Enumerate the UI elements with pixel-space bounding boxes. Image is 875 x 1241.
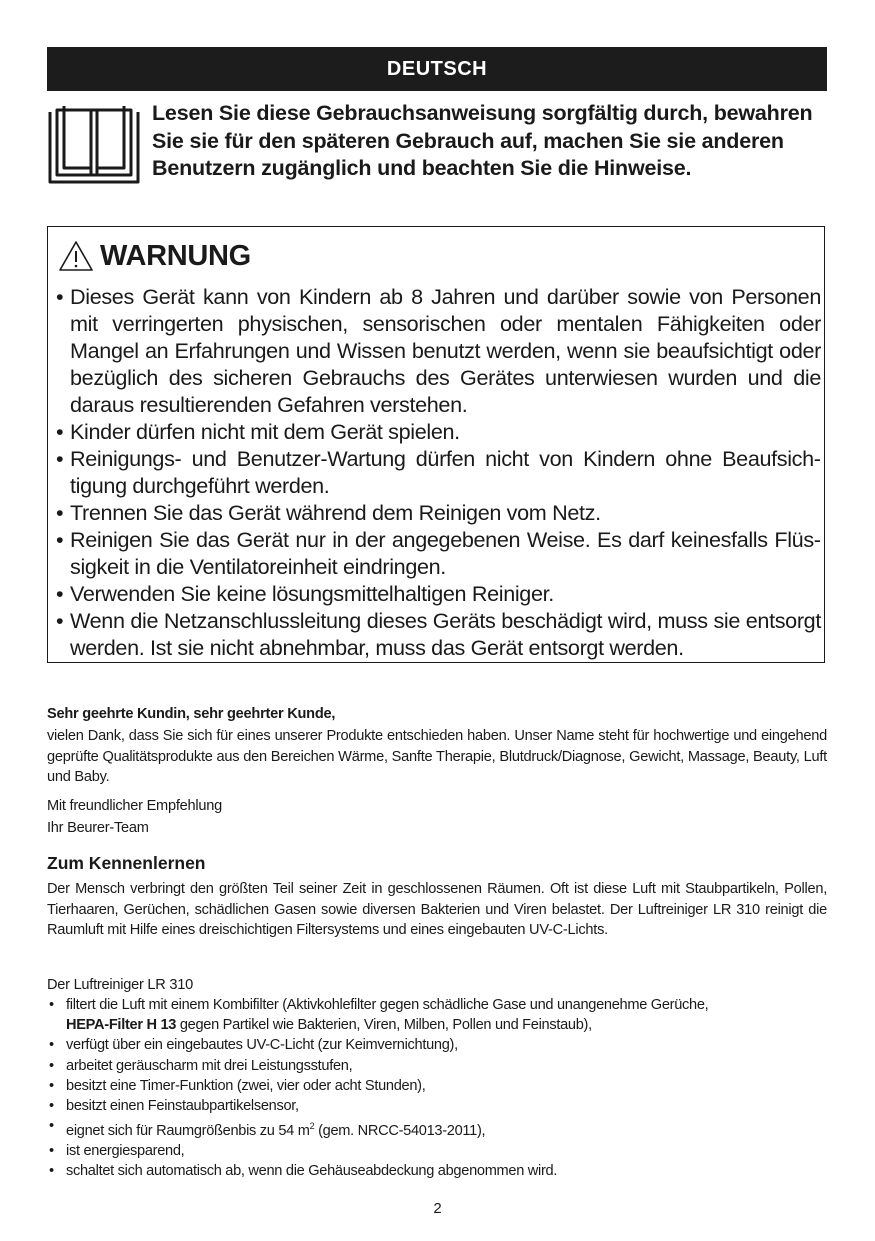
list-item: • besitzt eine Timer-Funktion (zwei, vier oder acht Stunden), (47, 1076, 832, 1096)
list-item: • arbeitet geräuscharm mit drei Leistungsstufen, (47, 1056, 832, 1076)
list-item: • eignet sich für Raumgrößenbis zu 54 $m^2$ (gem. NRCC-54013-2011), (47, 1116, 832, 1141)
warning-triangle-icon (58, 240, 94, 272)
list-item: • Wenn die Netzanschlussleitung dieses Geräts beschädigt wird, muss sie entsorgt werden. Ist sie nicht abnehmbar, muss das Gerät entsorgt werden. (56, 607, 821, 661)
warning-list (56, 283, 821, 661)
signature-line: Ihr Beurer-Team (47, 820, 149, 836)
list-item: • schaltet sich automatisch ab, wenn die Gehäuseabdeckung abgenommen wird. (47, 1161, 832, 1181)
list-item: • verfügt über ein eingebautes UV-C-Licht (zur Keimvernichtung), (47, 1035, 832, 1055)
section-title: Zum Kennenlernen (47, 853, 206, 873)
language-label: DEUTSCH (386, 57, 488, 80)
list-item: • besitzt einen Feinstaubpartikelsensor, (47, 1096, 832, 1116)
intro-text: Lesen Sie diese Gebrauchsanweisung sorgfältig durch, bewahren Sie sie für den späteren Gebrauch auf, machen Sie sie anderen Benutzern zugänglich und beachten Sie die Hinweise. (152, 101, 813, 180)
list-item: • Reinigen Sie das Gerät nur in der angegebenen Weise. Es darf keinesfalls Flüssigkeit in die Ventilatoreinheit eindringen. (56, 526, 821, 580)
greeting: Sehr geehrte Kundin, sehr geehrter Kunde, (47, 706, 336, 722)
feature-list (47, 995, 832, 1182)
hepa-filter-label: HEPA-Filter H 13 (66, 1017, 177, 1034)
language-header (47, 47, 827, 91)
page-number: 2 (433, 1200, 442, 1217)
regards-line: Mit freundlicher Empfehlung (47, 798, 222, 814)
list-item: • Trennen Sie das Gerät während dem Reinigen vom Netz. (56, 499, 821, 526)
list-item: • ist energiesparend, (47, 1141, 832, 1161)
warning-box (47, 226, 825, 663)
warning-header (58, 239, 251, 273)
list-item: • Kinder dürfen nicht mit dem Gerät spielen. (56, 418, 821, 445)
list-item: • filtert die Luft mit einem Kombifilter (Aktivkohlefilter gegen schädliche Gase und unangenehme Gerüche, HEPA-Filter H 13 gegen Partikel wie Bakterien, Viren, Milben, Pollen und Feinstaub), (47, 995, 832, 1035)
thanks-paragraph: vielen Dank, dass Sie sich für eines unserer Produkte entschieden haben. Unser Name steht für hochwertige und eingehend geprüfte Qualitätsprodukte aus den Bereichen Wärme, Sanfte Therapie, Blutdruck/Diagnose, Gewicht, Massage, Beauty, Luft und Baby. (47, 728, 827, 785)
read-instructions-notice (47, 100, 827, 190)
list-item: • Verwenden Sie keine lösungsmittelhaltigen Reiniger. (56, 580, 821, 607)
product-intro-line: Der Luftreiniger LR 310 (47, 977, 193, 993)
list-item: • Dieses Gerät kann von Kindern ab 8 Jahren und darüber sowie von Personen mit verringerten physischen, sensorischen oder mentalen Fähigkeiten oder Mangel an Erfahrungen und Wissen benutzt werden, wenn sie beaufsichtigt oder bezüglich des sicheren Gebrauchs des Gerätes unterwiesen wurden und die daraus resultierenden Gefahren verstehen. (56, 283, 821, 418)
list-item: • Reinigungs- und Benutzer-Wartung dürfen nicht von Kindern ohne Beaufsichtigung durchgeführt werden. (56, 445, 821, 499)
open-book-icon (47, 104, 141, 184)
section-paragraph: Der Mensch verbringt den größten Teil seiner Zeit in geschlossenen Räumen. Oft ist diese Luft mit Staubpartikeln, Pollen, Tierhaaren, Gerüchen, schädlichen Gasen sowie diversen Bakterien und Viren belastet. Der Luftreiniger LR 310 reinigt die Raumluft mit Hilfe eines dreischichtigen Filtersystems und eines eingebauten UV-C-Lichts. (47, 881, 827, 938)
warning-title: WARNUNG (100, 239, 251, 272)
